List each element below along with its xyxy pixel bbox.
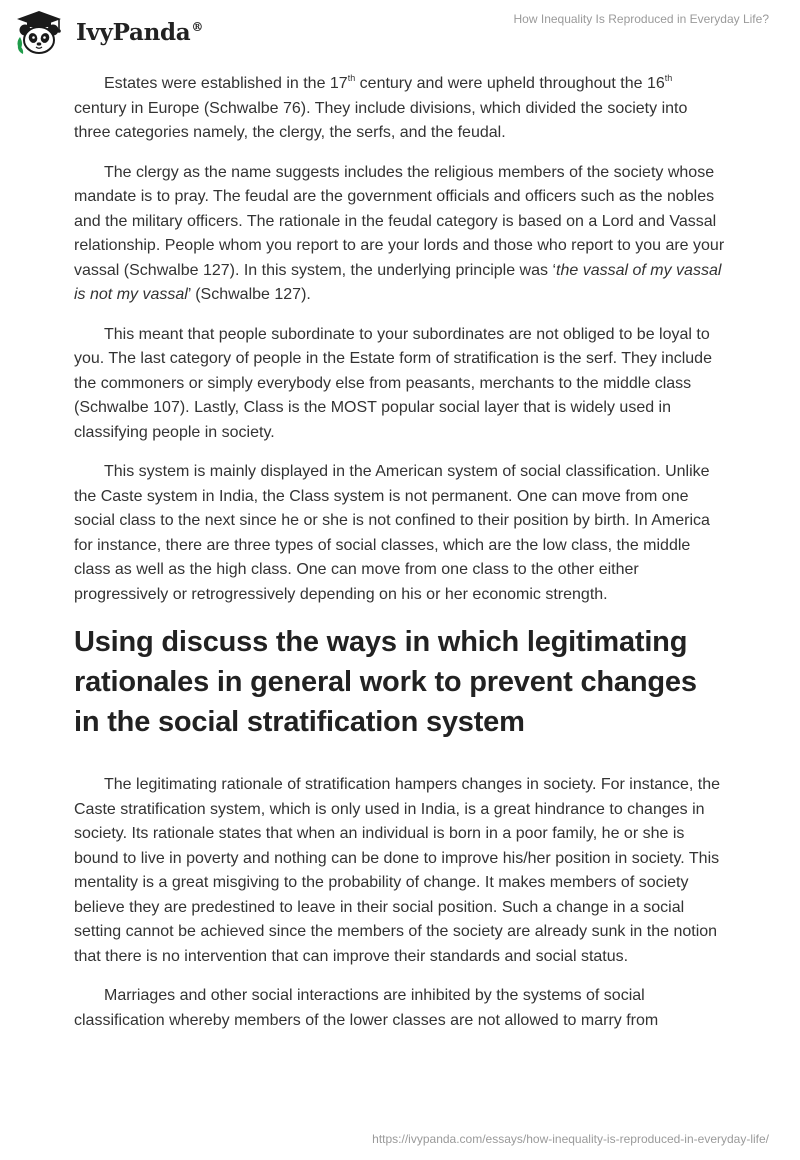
paragraph-marriages: Marriages and other social interactions are inhibited by the systems of social classification whereby members of the lower classes are not allowed to marry from <box>74 987 659 1029</box>
panda-graduate-icon <box>14 10 64 56</box>
article-body <box>74 72 726 1048</box>
brand-name: IvyPanda® <box>76 19 204 46</box>
paragraph-estates: Estates were established in the 17th century and were upheld throughout the 16th century in Europe (Schwalbe 76). They include divisions, which divided the society into three categories namely, the clergy, the serfs, and the feudal. <box>74 73 688 141</box>
paragraph-serfs: This meant that people subordinate to your subordinates are not obliged to be loyal to you. The last category of people in the Estate form of stratification is the serf. They include the commoners or simply everybody else from peasants, merchants to the middle class (Schwalbe 107). Lastly, Class is the MOST popular social layer that is widely used in classifying people in society. <box>74 325 712 441</box>
paragraph-legitimating-rationale: The legitimating rationale of stratification hampers changes in society. For instance, the Caste stratification system, which is only used in India, is a great hindrance to changes in society. Its rationale states that when an individual is born in a poor family, he or she is bound to live in poverty and nothing can be done to improve his/her position in society. This mentality is a great misgiving to the probability of change. It makes members of society believe they are predestined to leave in their social position. Such a change in a social setting cannot be achieved since the members of the society are already sunk in the notion that there is no intervention that can improve their standards and social status. <box>74 776 721 965</box>
page-header <box>0 0 800 70</box>
source-url[interactable]: https://ivypanda.com/essays/how-inequality-is-reproduced-in-everyday-life/ <box>372 1132 769 1146</box>
paragraph-clergy: The clergy as the name suggests includes the religious members of the society whose mandate is to pray. The feudal are the government officials and officers such as the nobles and the military officers. The rationale in the feudal category is based on a Lord and Vassal relationship. People whom you report to are your lords and those who report to you are your vassal (Schwalbe 127). In this system, the underlying principle was ‘the vassal of my vassal is not my vassal’ (Schwalbe 127). <box>74 163 725 303</box>
document-title: How Inequality Is Reproduced in Everyday Life? <box>513 12 769 26</box>
section-heading: Using discuss the ways in which legitimating rationales in general work to prevent changes in the social stratification system <box>74 626 697 738</box>
ivypanda-logo[interactable] <box>14 10 214 56</box>
paragraph-class-system: This system is mainly displayed in the American system of social classification. Unlike the Caste system in India, the Class system is not permanent. One can move from one social class to the next since he or she is not confined to their position by birth. In America for instance, there are three types of social classes, which are the low class, the middle class as well as the high class. One can move from one class to the other either progressively or retrogressively depending on his or her economic strength. <box>74 463 710 603</box>
